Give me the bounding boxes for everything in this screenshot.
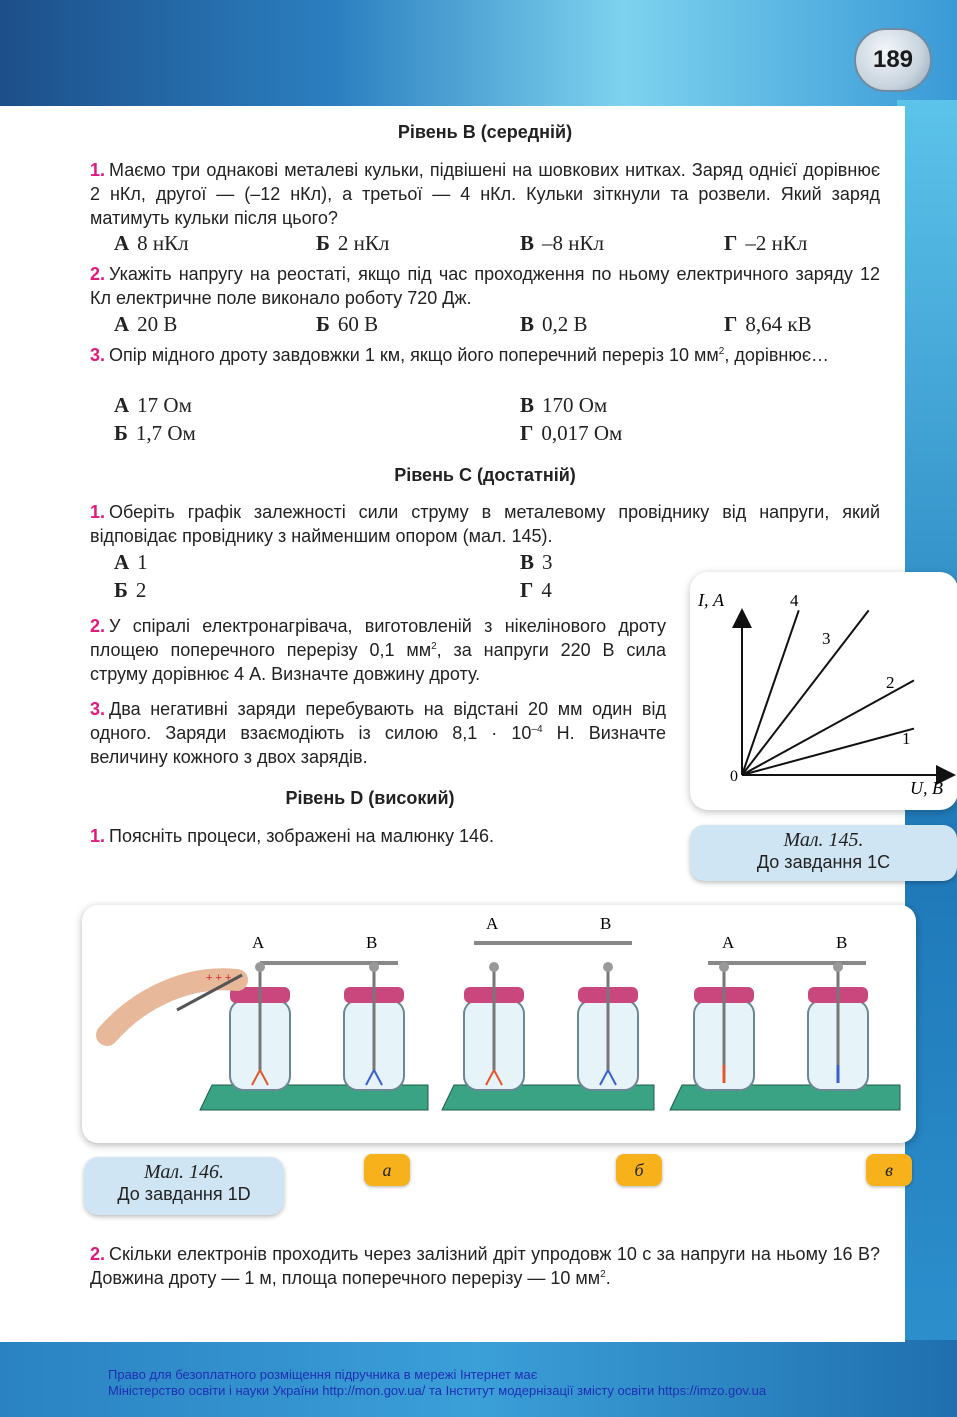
option-b1-c: В –8 нКл	[520, 231, 604, 255]
caption-title: Мал. 145.	[783, 829, 864, 851]
task-b1	[90, 158, 880, 230]
line-label-2: 2	[886, 673, 895, 692]
level-b-heading: Рівень В (середній)	[397, 122, 573, 142]
figure-146	[82, 905, 916, 1143]
option-b2-b: Б 60 В	[316, 312, 379, 336]
option-b3-c: В 170 Ом	[520, 393, 608, 417]
task-number: 1.	[90, 826, 106, 846]
task-c3: 3. Два негативні заряди перебувають на відстані 20 мм один від одного. Заряди взаємодіють із силою $8,1 \cdot 10^{-4}$ Н. Визначте величину кожного з двох зарядів.	[90, 699, 666, 767]
line-label-1: 1	[902, 729, 911, 748]
ball-b2	[603, 962, 613, 972]
option-b2-c: В 0,2 В	[520, 312, 588, 336]
figure-146-illustration	[82, 905, 916, 1143]
caption-text: До завдання 1С	[756, 852, 891, 872]
task-d1	[90, 824, 666, 848]
y-axis-label: I, А	[698, 590, 724, 610]
level-d-heading: Рівень D (високий)	[285, 788, 455, 808]
task-number: 1.	[90, 160, 106, 180]
option-b1-d: Г –2 нКл	[724, 231, 808, 255]
series-line-4	[742, 610, 799, 775]
ball-b1	[489, 962, 499, 972]
footer-line-2: Міністерство освіти і науки України http://mon.gov.ua/ та Інститут модернізації змісту освіти https://imzo.gov.ua	[108, 1383, 767, 1398]
task-number: 2.	[90, 1244, 106, 1264]
option-b1-a: А 8 нКл	[114, 231, 189, 255]
ball-c1	[719, 962, 729, 972]
charge-marks: + + +	[206, 972, 232, 984]
label-a-panel-c: А	[722, 933, 735, 952]
x-axis-label: U, В	[910, 778, 943, 798]
option-b3-a: А 17 Ом	[114, 393, 192, 417]
panel-tag-c: в	[866, 1154, 912, 1186]
panel-tag-b: б	[616, 1154, 662, 1186]
line-label-3: 3	[822, 629, 831, 648]
task-b2	[90, 262, 880, 310]
level-c-heading: Рівень С (достатній)	[394, 465, 576, 485]
option-b3-d: Г 0,017 Ом	[520, 421, 623, 445]
option-c1-a: А 1	[114, 550, 148, 574]
ball-c2	[833, 962, 843, 972]
label-b-panel-b: В	[600, 914, 612, 933]
task-c1	[90, 500, 880, 548]
option-b3-b: Б 1,7 Ом	[114, 421, 196, 445]
label-b-panel-c: В	[836, 933, 848, 952]
ball-a1	[255, 962, 265, 972]
series-line-1	[742, 729, 914, 775]
panel-tag-a: а	[364, 1154, 410, 1186]
option-b1-b: Б 2 нКл	[316, 231, 390, 255]
caption-text: До завдання 1D	[117, 1184, 251, 1204]
series-line-3	[742, 610, 869, 775]
figure-145	[690, 572, 957, 810]
line-label-4: 4	[790, 591, 799, 610]
caption-title: Мал. 146.	[143, 1161, 225, 1183]
task-d2: 2. Скільки електронів проходить через залізний дріт упродовж 10 с за напруги на ньому 16 В? Довжина дроту — 1 м, площа поперечного перерізу — 10 $мм^2$.	[90, 1244, 880, 1288]
task-number: 1.	[90, 502, 106, 522]
figure-146-caption	[84, 1157, 284, 1215]
footer-line-1: Право для безоплатного розміщення підручника в мережі Інтернет має	[108, 1367, 538, 1382]
label-a-panel-b: А	[486, 914, 499, 933]
task-b3: 3. Опір мідного дроту завдовжки 1 км, якщо його поперечний переріз 10 $мм^2$, дорівнює…	[90, 345, 830, 365]
task-text: Оберіть графік залежності сили струму в металевому провіднику від напруги, який відповідає провіднику з найменшим опором (мал. 145).	[90, 502, 880, 546]
figure-145-graph	[690, 572, 957, 810]
ball-a2	[369, 962, 379, 972]
task-number: 2.	[90, 616, 106, 636]
task-text: Маємо три однакові металеві кульки, підвішені на шовкових нитках. Заряд однієї дорівнює 2 нКл, другої — (–12 нКл), а третьої — 4 нКл. Кульки зіткнули та розвели. Який заряд матимуть кульки після цього?	[90, 160, 880, 228]
option-b2-d: Г 8,64 кВ	[724, 312, 812, 336]
option-c1-d: Г 4	[520, 578, 552, 602]
option-c1-c: В 3	[520, 550, 553, 574]
task-c2: 2. У спіралі електронагрівача, виготовленій з нікелінового дроту площею поперечного перерізу 0,1 $мм^2$, за напруги 220 В сила струму дорівнює 4 А. Визначте довжину дроту.	[90, 616, 666, 684]
label-a-panel-a: А	[252, 933, 265, 952]
figure-145-caption	[690, 825, 957, 881]
task-text: Поясніть процеси, зображені на малюнку 146.	[109, 826, 494, 846]
header-background	[0, 0, 957, 110]
task-number: 3.	[90, 699, 106, 719]
option-c1-b: Б 2	[114, 578, 147, 602]
origin-label: 0	[730, 768, 738, 785]
series-line-2	[742, 680, 914, 775]
task-number: 2.	[90, 264, 106, 284]
task-number: 3.	[90, 345, 106, 365]
option-b2-a: А 20 В	[114, 312, 178, 336]
task-text: Укажіть напругу на реостаті, якщо під час проходження по ньому електричного заряду 12 Кл електричне поле виконало роботу 720 Дж.	[90, 264, 880, 308]
label-b-panel-a: В	[366, 933, 378, 952]
page-number: 189	[854, 28, 932, 92]
